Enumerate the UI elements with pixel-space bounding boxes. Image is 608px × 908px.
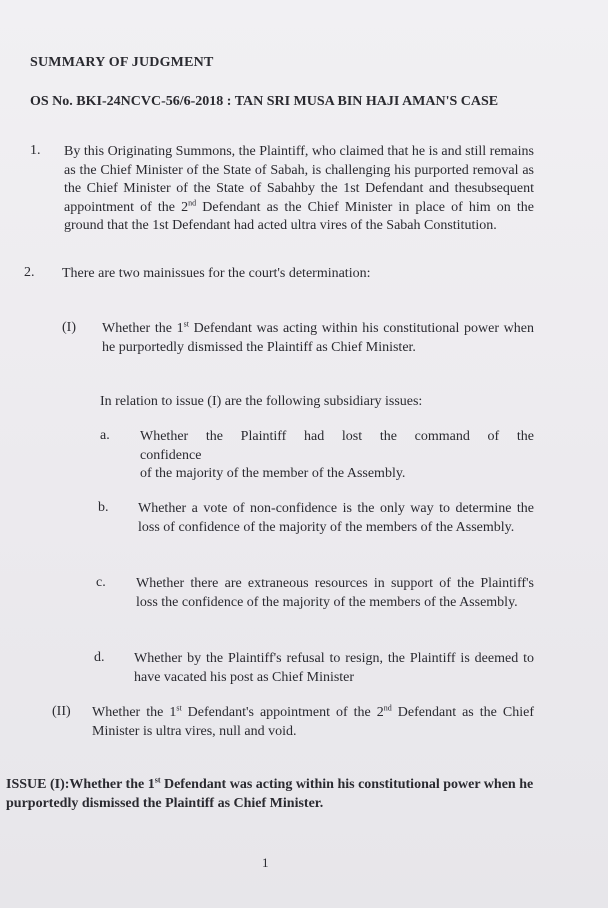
issue-2-sup1: st bbox=[176, 703, 182, 713]
issue-1-text-b: Defendant was acting within his constitutional power when he purportedly dismissed the Plaintiff as Chief Minister. bbox=[102, 321, 534, 355]
issue-heading-sup: st bbox=[154, 775, 161, 785]
case-title: OS No. BKI-24NCVC-56/6-2018 : TAN SRI MUSA BIN HAJI AMAN'S CASE bbox=[30, 94, 499, 109]
issue-1-sup: st bbox=[183, 319, 189, 329]
paragraph-1 bbox=[64, 143, 534, 236]
sub-issue-d: Whether by the Plaintiff's refusal to resign, the Plaintiff is deemed to have vacated his post as Chief Minister bbox=[134, 651, 534, 685]
issue-2-text bbox=[92, 704, 534, 741]
issue-1-text-a: Whether the 1 bbox=[102, 321, 184, 336]
sub-issue-a-line2: confidence bbox=[140, 447, 202, 463]
sub-issue-b-marker: b. bbox=[98, 500, 109, 515]
sub-issue-a-line3: of the majority of the member of the Assembly. bbox=[140, 466, 406, 481]
document-heading: SUMMARY OF JUDGMENT bbox=[30, 55, 214, 70]
issue-2-text-b: Defendant's appointment of the 2 bbox=[181, 705, 384, 720]
subsidiary-intro: In relation to issue (I) are the following subsidiary issues: bbox=[100, 394, 423, 409]
paragraph-1-sup: nd bbox=[188, 197, 197, 207]
sub-issue-b: Whether a vote of non-confidence is the only way to determine the loss of confidence of the majority of the members of the Assembly. bbox=[138, 501, 534, 535]
paragraph-1-text-a: By this Originating Summons, the Plaintiff, who claimed that he is and still remains as the Chief Minister of the State of Sabah, is challenging his purported removal as the Chief Minister of the State of Sabahby the 1st Defendant and thesubsequent appointment of the 2 bbox=[64, 144, 534, 215]
issue-2-marker: (II) bbox=[52, 704, 71, 719]
page-number: 1 bbox=[262, 855, 269, 870]
issue-2-text-c: Defendant as the Chief Minister is ultra vires, null and void. bbox=[92, 705, 534, 739]
issue-2-text-a: Whether the 1 bbox=[92, 705, 177, 720]
paragraph-1-text-b: Defendant as the Chief Minister in place of him on the ground that the 1st Defendant had acted ultra vires of the Sabah Constitution. bbox=[64, 199, 534, 233]
sub-issue-d-marker: d. bbox=[94, 650, 105, 665]
sub-issue-c-marker: c. bbox=[96, 575, 106, 590]
issue-heading-text-a: ISSUE (I):Whether the 1 bbox=[6, 777, 155, 792]
issue-1-text bbox=[102, 320, 534, 357]
sub-issue-c: Whether there are extraneous resources in support of the Plaintiff's loss the confidence of the majority of the members of the Assembly. bbox=[136, 576, 534, 610]
paragraph-1-number: 1. bbox=[30, 143, 41, 158]
paragraph-2: There are two mainissues for the court's determination: bbox=[62, 266, 371, 281]
issue-1-heading bbox=[6, 775, 536, 813]
sub-issue-a-marker: a. bbox=[100, 428, 110, 443]
paragraph-2-number: 2. bbox=[24, 265, 35, 280]
sub-issue-a bbox=[140, 428, 534, 484]
issue-2-sup2: nd bbox=[383, 703, 392, 713]
issue-1-marker: (I) bbox=[62, 320, 76, 335]
issue-heading-text-b: Defendant was acting within his constitutional power when he purportedly dismissed the Plaintiff as Chief Minister. bbox=[6, 777, 534, 811]
sub-issue-a-line1: Whether the Plaintiff had lost the command of the bbox=[140, 429, 534, 444]
